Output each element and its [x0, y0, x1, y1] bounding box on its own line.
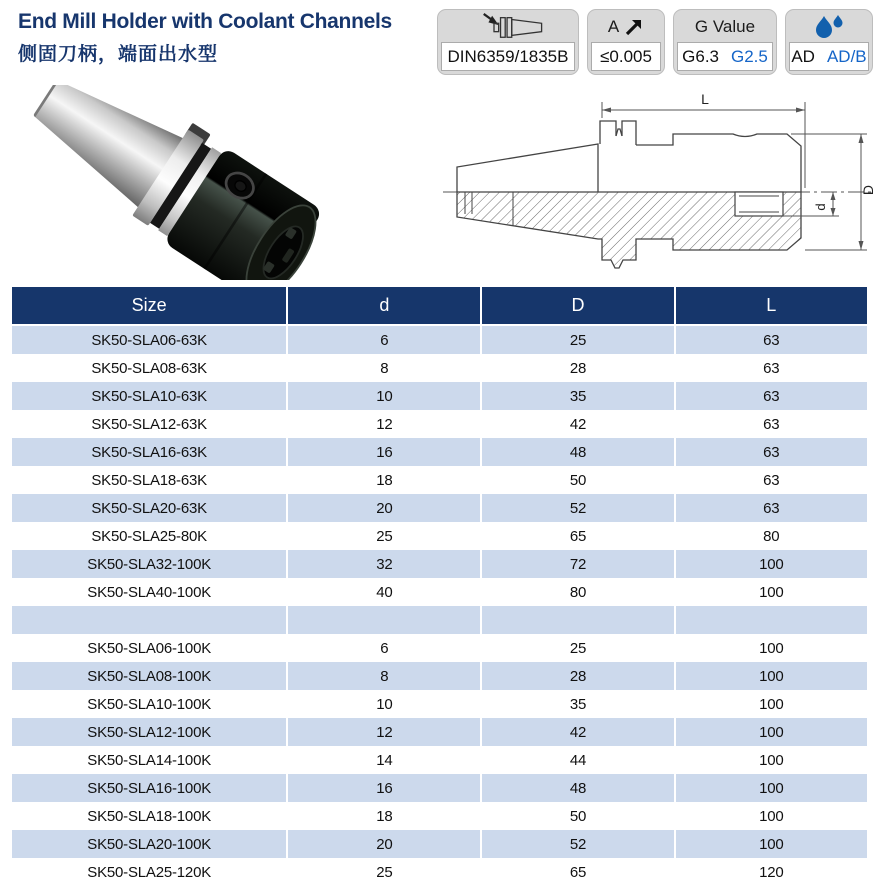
- runout-value: ≤0.005: [600, 46, 652, 66]
- section-drawing: [435, 88, 879, 284]
- table-row: [12, 382, 867, 410]
- toolholder-photo-illustration: [15, 85, 350, 280]
- table-row: [12, 830, 867, 858]
- spec-box-gvalue: [673, 9, 777, 75]
- size-cell: SK50-SLA16-63K: [12, 438, 287, 466]
- technical-diagram: [435, 88, 879, 284]
- dim-length: [602, 102, 805, 188]
- table-row: [12, 718, 867, 746]
- size-cell: SK50-SLA08-63K: [12, 354, 287, 382]
- value-cell: 32: [287, 550, 481, 578]
- table-row: [12, 690, 867, 718]
- table-row: [12, 858, 867, 886]
- value-cell: 12: [287, 718, 481, 746]
- value-cell: 18: [287, 466, 481, 494]
- value-cell: 18: [287, 802, 481, 830]
- table-header-row: [12, 287, 867, 325]
- value-cell: 28: [481, 354, 674, 382]
- spec-runout-value: [591, 42, 661, 71]
- value-cell: 50: [481, 466, 674, 494]
- value-cell: 63: [675, 438, 867, 466]
- gvalue-primary: G6.3: [682, 46, 719, 66]
- standard-value: DIN6359/1835B: [447, 46, 569, 66]
- table-row: [12, 550, 867, 578]
- size-cell: SK50-SLA25-80K: [12, 522, 287, 550]
- value-cell: 80: [763, 527, 780, 545]
- value-cell: 28: [481, 662, 674, 690]
- toolholder-icon: [460, 13, 556, 41]
- value-cell: 65: [481, 858, 674, 886]
- page-subtitle-zh: 侧固刀柄，端面出水型: [18, 44, 219, 66]
- value-cell: 16: [287, 438, 481, 466]
- dim-label-body: D: [860, 184, 876, 196]
- value-cell: 100: [759, 583, 784, 601]
- size-cell: SK50-SLA20-100K: [12, 830, 287, 858]
- spec-box-coolant: [785, 9, 873, 75]
- spec-boxes: [437, 9, 877, 75]
- spec-coolant-header: [789, 12, 869, 42]
- value-cell: 25: [287, 858, 481, 886]
- column-header-d: d: [287, 287, 481, 325]
- product-photo: [15, 85, 350, 280]
- table-row: [12, 410, 867, 438]
- table-row: [12, 578, 867, 606]
- value-cell: 100: [675, 830, 867, 858]
- value-cell: 16: [287, 774, 481, 802]
- value-cell: 100: [759, 751, 784, 769]
- size-table: [12, 287, 867, 886]
- value-cell: 25: [287, 522, 481, 550]
- column-header-size: Size: [12, 287, 287, 325]
- dim-label-length: L: [701, 91, 709, 107]
- title-block: [18, 8, 392, 66]
- value-cell: 100: [675, 662, 867, 690]
- size-table-body: [12, 325, 867, 886]
- table-row: [12, 438, 867, 466]
- size-cell: SK50-SLA14-100K: [12, 746, 287, 774]
- value-cell: 63: [763, 359, 780, 377]
- table-row: [12, 774, 867, 802]
- size-cell: [12, 606, 287, 634]
- value-cell: 8: [287, 354, 481, 382]
- value-cell: 72: [481, 550, 674, 578]
- value-cell: 35: [481, 382, 674, 410]
- value-cell: 35: [481, 690, 674, 718]
- value-cell: 80: [481, 578, 674, 606]
- table-row: [12, 662, 867, 690]
- value-cell: 10: [287, 382, 481, 410]
- value-cell: 100: [675, 550, 867, 578]
- runout-label: A: [607, 17, 620, 36]
- value-cell: 63: [675, 325, 867, 354]
- size-cell: SK50-SLA20-63K: [12, 494, 287, 522]
- value-cell: 65: [481, 522, 674, 550]
- spec-coolant-value: [789, 42, 869, 71]
- value-cell: 42: [481, 410, 674, 438]
- value-cell: 14: [287, 746, 481, 774]
- size-cell: SK50-SLA10-63K: [12, 382, 287, 410]
- size-cell: SK50-SLA25-120K: [12, 858, 287, 886]
- value-cell: 63: [763, 471, 780, 489]
- table-row: [12, 494, 867, 522]
- size-cell: SK50-SLA40-100K: [12, 578, 287, 606]
- value-cell: [675, 606, 867, 634]
- size-cell: SK50-SLA06-100K: [12, 634, 287, 662]
- spec-gvalue-header: [677, 12, 773, 42]
- value-cell: 6: [287, 325, 481, 354]
- size-cell: SK50-SLA12-100K: [12, 718, 287, 746]
- value-cell: 20: [287, 830, 481, 858]
- table-row-empty: [12, 606, 867, 634]
- value-cell: 20: [287, 494, 481, 522]
- gvalue-secondary: G2.5: [731, 46, 768, 66]
- arrow-ne-icon: [624, 17, 644, 37]
- value-cell: 40: [287, 578, 481, 606]
- table-row: [12, 802, 867, 830]
- value-cell: 100: [759, 807, 784, 825]
- spec-gvalue-value: [677, 42, 773, 71]
- value-cell: 63: [675, 382, 867, 410]
- value-cell: 6: [287, 634, 481, 662]
- value-cell: 52: [481, 830, 674, 858]
- value-cell: 8: [287, 662, 481, 690]
- value-cell: 63: [675, 494, 867, 522]
- spec-runout-header: [591, 12, 661, 42]
- size-cell: SK50-SLA18-100K: [12, 802, 287, 830]
- dim-label-bore: d: [813, 203, 828, 211]
- page-title: End Mill Holder with Coolant Channels: [18, 10, 392, 33]
- value-cell: 25: [481, 325, 674, 354]
- upper-outline: [457, 121, 801, 192]
- value-cell: 10: [287, 690, 481, 718]
- value-cell: 100: [759, 639, 784, 657]
- column-header-L: L: [675, 287, 867, 325]
- size-cell: SK50-SLA08-100K: [12, 662, 287, 690]
- table-row: [12, 354, 867, 382]
- spec-box-standard: [437, 9, 579, 75]
- value-cell: 44: [481, 746, 674, 774]
- value-cell: 12: [287, 410, 481, 438]
- size-cell: SK50-SLA12-63K: [12, 410, 287, 438]
- table-row: [12, 746, 867, 774]
- value-cell: [481, 606, 674, 634]
- spec-box-runout: [587, 9, 665, 75]
- value-cell: 48: [481, 438, 674, 466]
- table-row: [12, 325, 867, 354]
- value-cell: 120: [759, 863, 784, 881]
- value-cell: 25: [481, 634, 674, 662]
- size-cell: SK50-SLA32-100K: [12, 550, 287, 578]
- size-cell: SK50-SLA06-63K: [12, 325, 287, 354]
- table-row: [12, 634, 867, 662]
- value-cell: 100: [675, 718, 867, 746]
- value-cell: 50: [481, 802, 674, 830]
- value-cell: 42: [481, 718, 674, 746]
- spec-standard-header: [441, 12, 575, 42]
- value-cell: 63: [763, 415, 780, 433]
- size-cell: SK50-SLA16-100K: [12, 774, 287, 802]
- size-cell: SK50-SLA18-63K: [12, 466, 287, 494]
- gvalue-label: G Value: [694, 17, 756, 36]
- coolant-primary: AD: [791, 46, 815, 66]
- spec-standard-value: [441, 42, 575, 71]
- table-row: [12, 522, 867, 550]
- value-cell: [287, 606, 481, 634]
- size-cell: SK50-SLA10-100K: [12, 690, 287, 718]
- column-header-D: D: [481, 287, 674, 325]
- water-drops-icon: [812, 14, 846, 40]
- coolant-secondary: AD/B: [826, 46, 867, 66]
- value-cell: 100: [675, 774, 867, 802]
- table-row: [12, 466, 867, 494]
- value-cell: 100: [759, 695, 784, 713]
- value-cell: 52: [481, 494, 674, 522]
- value-cell: 48: [481, 774, 674, 802]
